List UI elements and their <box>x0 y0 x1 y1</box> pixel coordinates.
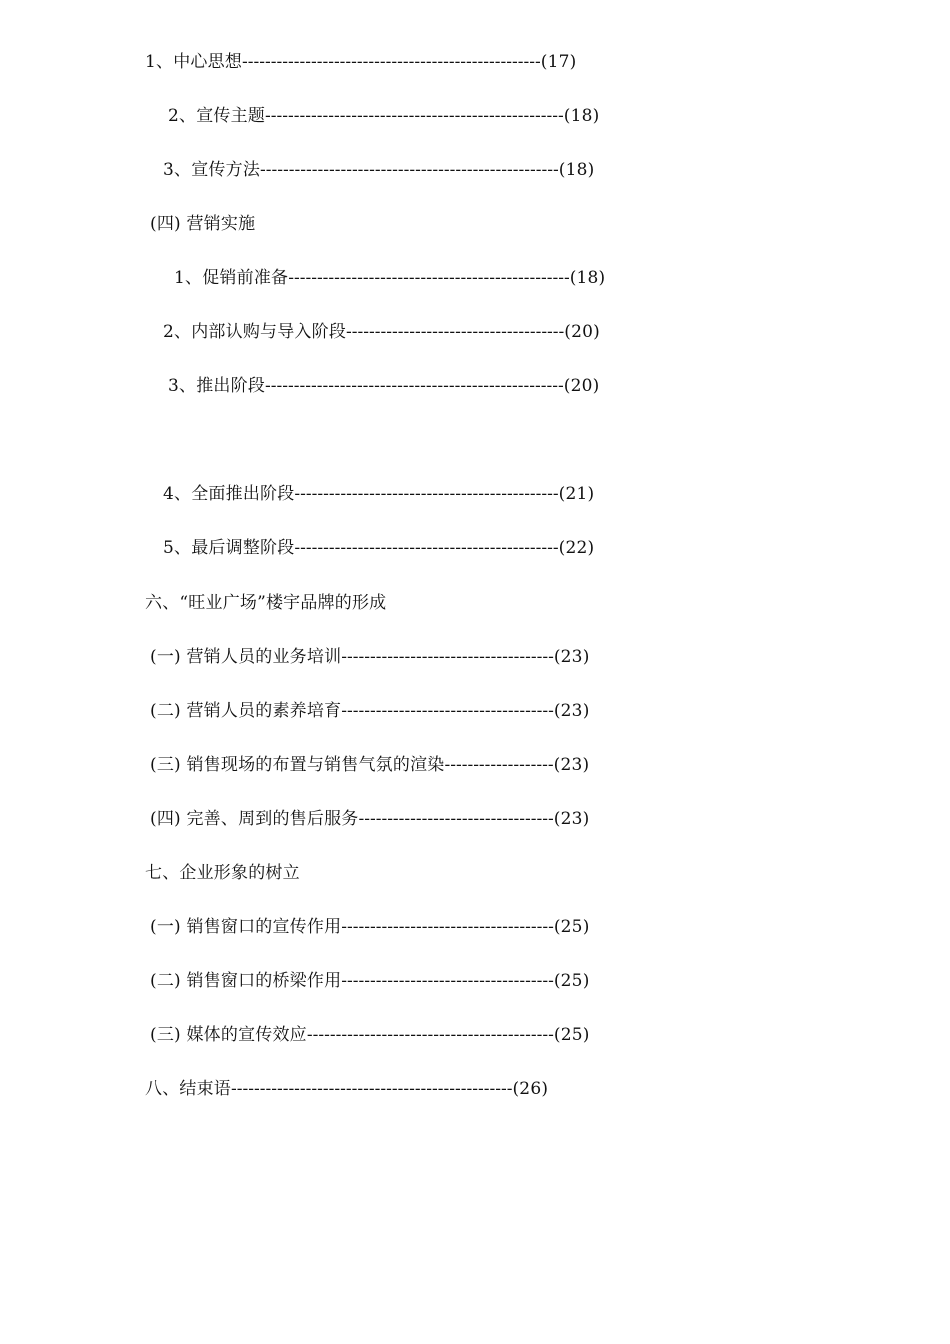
toc-entry-title: (二) 营销人员的素养培育 <box>150 701 342 721</box>
toc-entry-title: (四) 营销实施 <box>150 214 256 234</box>
toc-entry-title: (三) 媒体的宣传效应 <box>150 1025 307 1045</box>
toc-entry <box>150 1023 590 1047</box>
toc-entry-title: (四) 完善、周到的售后服务 <box>150 809 359 829</box>
toc-entry-leader: ---------------------------------------------------- <box>265 106 564 126</box>
toc-section-heading <box>150 212 255 236</box>
toc-entry-title: 4、全面推出阶段 <box>163 484 295 504</box>
toc-entry-page-number: (20) <box>563 376 600 396</box>
toc-entry-leader: ---------------------------------------------------- <box>242 52 541 72</box>
toc-entry <box>145 1077 548 1101</box>
toc-entry-title: 2、内部认购与导入阶段 <box>163 322 347 342</box>
toc-entry-page-number: (23) <box>553 809 590 829</box>
toc-entry-leader: ---------------------------------------------- <box>294 484 559 504</box>
toc-entry-title: (一) 营销人员的业务培训 <box>150 647 342 667</box>
toc-entry-title: (三) 销售现场的布置与销售气氛的渲染 <box>150 755 445 775</box>
toc-entry-page-number: (23) <box>553 755 590 775</box>
toc-entry-leader: ---------------------------------------------------- <box>265 376 564 396</box>
toc-entry-leader: ---------------------------------- <box>358 809 554 829</box>
toc-entry-leader: ---------------------------------------------- <box>294 538 559 558</box>
toc-entry <box>168 104 599 128</box>
toc-entry <box>163 536 594 560</box>
toc-entry <box>145 50 576 74</box>
toc-entry-leader: ------------------------------------------------- <box>231 1079 513 1099</box>
toc-entry-page-number: (25) <box>553 917 590 937</box>
toc-entry-leader: ------------------------------------------- <box>306 1025 554 1045</box>
toc-entry-leader: ------------------------------------- <box>341 971 554 991</box>
toc-entry-title: 六、“旺业广场”楼宇品牌的形成 <box>145 593 387 613</box>
toc-entry-leader: ------------------------------------- <box>341 701 554 721</box>
toc-entry <box>150 915 590 939</box>
toc-chapter-heading <box>145 861 300 885</box>
toc-entry-leader: ---------------------------------------------------- <box>260 160 559 180</box>
toc-entry-page-number: (25) <box>553 1025 590 1045</box>
toc-entry <box>150 645 590 669</box>
toc-entry <box>163 482 594 506</box>
toc-entry-title: 七、企业形象的树立 <box>145 863 300 883</box>
toc-entry-title: 3、推出阶段 <box>168 376 266 396</box>
toc-entry-page-number: (25) <box>553 971 590 991</box>
toc-entry-title: 5、最后调整阶段 <box>163 538 295 558</box>
toc-entry-title: (二) 销售窗口的桥梁作用 <box>150 971 342 991</box>
toc-entry-page-number: (23) <box>553 647 590 667</box>
toc-entry-leader: ------------------------------------- <box>341 647 554 667</box>
toc-entry-leader: -------------------------------------- <box>346 322 565 342</box>
toc-entry-title: (一) 销售窗口的宣传作用 <box>150 917 342 937</box>
toc-entry <box>168 374 599 398</box>
toc-entry <box>150 807 589 831</box>
toc-entry <box>150 699 590 723</box>
toc-entry-page-number: (26) <box>512 1079 549 1099</box>
toc-entry <box>150 969 590 993</box>
toc-entry-page-number: (22) <box>558 538 595 558</box>
toc-entry <box>163 320 600 344</box>
toc-entry <box>163 158 594 182</box>
toc-entry-leader: ------------------------------------------------- <box>288 268 570 288</box>
toc-entry-page-number: (17) <box>540 52 577 72</box>
toc-entry-page-number: (18) <box>569 268 606 288</box>
toc-entry-title: 2、宣传主题 <box>168 106 266 126</box>
toc-chapter-heading <box>145 591 386 615</box>
toc-entry <box>174 266 605 290</box>
toc-entry-page-number: (20) <box>564 322 600 342</box>
toc-entry <box>150 753 589 777</box>
toc-entry-title: 八、结束语 <box>145 1079 231 1099</box>
toc-entry-title: 1、中心思想 <box>145 52 243 72</box>
toc-entry-title: 3、宣传方法 <box>163 160 261 180</box>
toc-entry-leader: ------------------- <box>444 755 554 775</box>
toc-entry-page-number: (18) <box>563 106 600 126</box>
toc-entry-page-number: (18) <box>558 160 595 180</box>
toc-entry-page-number: (21) <box>558 484 595 504</box>
toc-entry-page-number: (23) <box>553 701 590 721</box>
toc-entry-title: 1、促销前准备 <box>174 268 289 288</box>
toc-entry-leader: ------------------------------------- <box>341 917 554 937</box>
